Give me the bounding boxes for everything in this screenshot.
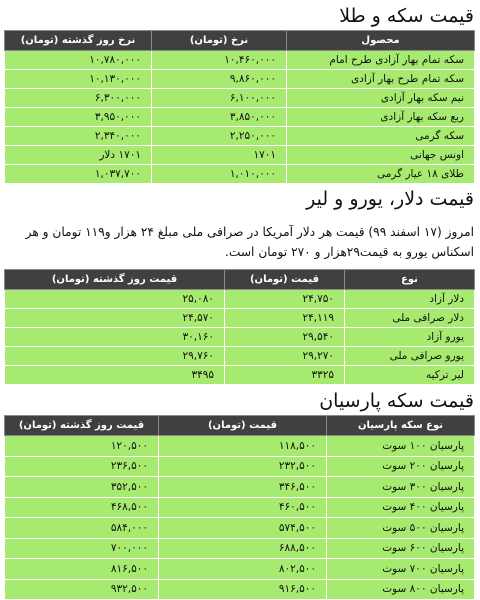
- row-label-cell: ربع سکه بهار آزادی: [287, 108, 475, 127]
- price-cell: ۱۲۰,۵۰۰: [5, 436, 159, 457]
- row-label-cell: پارسیان ۶۰۰ سوت: [327, 538, 475, 559]
- section-title-currency: قیمت دلار، یورو و لیر: [306, 188, 474, 210]
- table-row: [5, 309, 475, 328]
- price-cell: ۲۵,۰۸۰: [5, 290, 225, 309]
- price-cell: ۱۱۸,۵۰۰: [159, 436, 327, 457]
- row-label-cell: سکه گرمی: [287, 127, 475, 146]
- price-cell: ۲۹,۵۴۰: [225, 328, 345, 347]
- price-cell: ۸۱۶,۵۰۰: [5, 559, 159, 580]
- column-header: قیمت روز گذشته (تومان): [5, 416, 159, 436]
- price-cell: ۱۰,۴۶۰,۰۰۰: [152, 51, 287, 70]
- row-label-cell: پارسیان ۷۰۰ سوت: [327, 559, 475, 580]
- table-row: [5, 477, 475, 498]
- row-label-cell: پارسیان ۱۰۰ سوت: [327, 436, 475, 457]
- section-title-coin-gold: قیمت سکه و طلا: [339, 5, 474, 27]
- row-label-cell: دلار آزاد: [345, 290, 475, 309]
- price-cell: ۱,۰۳۷,۷۰۰: [5, 165, 152, 184]
- table-header-row: [5, 31, 475, 51]
- row-label-cell: یورو صرافی ملی: [345, 347, 475, 366]
- price-cell: ۱۷۰۱: [152, 146, 287, 165]
- row-label-cell: دلار صرافی ملی: [345, 309, 475, 328]
- table-row: [5, 366, 475, 385]
- row-label-cell: یورو آزاد: [345, 328, 475, 347]
- price-cell: ۲,۲۵۰,۰۰۰: [152, 127, 287, 146]
- price-cell: ۶۸۸,۵۰۰: [159, 538, 327, 559]
- price-cell: ۲۹,۷۶۰: [5, 347, 225, 366]
- table-header-row: [5, 416, 475, 436]
- table-row: [5, 538, 475, 559]
- price-cell: ۹,۸۶۰,۰۰۰: [152, 70, 287, 89]
- price-cell: ۱,۰۱۰,۰۰۰: [152, 165, 287, 184]
- price-cell: ۸۰۲,۵۰۰: [159, 559, 327, 580]
- column-header: نرخ (تومان): [152, 31, 287, 51]
- row-label-cell: سکه تمام طرح بهار آزادی: [287, 70, 475, 89]
- section-title-parsian: قیمت سکه پارسیان: [319, 390, 474, 412]
- price-cell: ۳۴۶,۵۰۰: [159, 477, 327, 498]
- row-label-cell: پارسیان ۵۰۰ سوت: [327, 518, 475, 539]
- column-header: قیمت (تومان): [159, 416, 327, 436]
- table-row: [5, 347, 475, 366]
- table-row: [5, 436, 475, 457]
- table-row: [5, 165, 475, 184]
- row-label-cell: طلای ۱۸ عیار گرمی: [287, 165, 475, 184]
- price-cell: ۴۶۸,۵۰۰: [5, 497, 159, 518]
- price-cell: ۲۴,۷۵۰: [225, 290, 345, 309]
- column-header: نوع: [345, 270, 475, 290]
- price-cell: ۹۱۶,۵۰۰: [159, 579, 327, 600]
- row-label-cell: اونس جهانی: [287, 146, 475, 165]
- row-label-cell: لیر ترکیه: [345, 366, 475, 385]
- table-row: [5, 108, 475, 127]
- price-cell: ۲۹,۲۷۰: [225, 347, 345, 366]
- table-row: [5, 497, 475, 518]
- price-cell: ۱۰,۷۸۰,۰۰۰: [5, 51, 152, 70]
- price-cell: ۲۳۲,۵۰۰: [159, 456, 327, 477]
- currency-paragraph: امروز (۱۷ اسفند ۹۹) قیمت هر دلار آمریکا در صرافی ملی مبلغ ۲۴ هزار و۱۱۹ تومان و هر اسکناس یورو به قیمت۲۹هزار و ۲۷۰ تومان است.: [25, 225, 474, 259]
- price-cell: ۴۶۰,۵۰۰: [159, 497, 327, 518]
- price-cell: ۳,۸۵۰,۰۰۰: [152, 108, 287, 127]
- price-cell: ۲۴,۱۱۹: [225, 309, 345, 328]
- table-row: [5, 89, 475, 108]
- column-header: محصول: [287, 31, 475, 51]
- column-header: قیمت (تومان): [225, 270, 345, 290]
- table-row: [5, 518, 475, 539]
- table-row: [5, 146, 475, 165]
- price-cell: ۵۸۴,۰۰۰: [5, 518, 159, 539]
- table-row: [5, 559, 475, 580]
- column-header: نرخ روز گذشته (تومان): [5, 31, 152, 51]
- price-cell: ۳۵۲,۵۰۰: [5, 477, 159, 498]
- price-cell: ۳۳۲۵: [225, 366, 345, 385]
- row-label-cell: سکه تمام بهار آزادی طرح امام: [287, 51, 475, 70]
- price-cell: ۵۷۴,۵۰۰: [159, 518, 327, 539]
- table-row: [5, 127, 475, 146]
- price-cell: ۱۷۰۱ دلار: [5, 146, 152, 165]
- table-row: [5, 456, 475, 477]
- price-cell: ۱۰,۱۳۰,۰۰۰: [5, 70, 152, 89]
- price-cell: ۷۰۰,۰۰۰: [5, 538, 159, 559]
- price-cell: ۳۴۹۵: [5, 366, 225, 385]
- table-row: [5, 328, 475, 347]
- price-cell: ۶,۱۰۰,۰۰۰: [152, 89, 287, 108]
- price-cell: ۲,۳۴۰,۰۰۰: [5, 127, 152, 146]
- price-cell: ۹۳۲,۵۰۰: [5, 579, 159, 600]
- row-label-cell: نیم سکه بهار آزادی: [287, 89, 475, 108]
- table-row: [5, 290, 475, 309]
- row-label-cell: پارسیان ۲۰۰ سوت: [327, 456, 475, 477]
- coin-gold-table: [4, 30, 475, 184]
- parsian-table: [4, 415, 475, 600]
- row-label-cell: پارسیان ۳۰۰ سوت: [327, 477, 475, 498]
- price-cell: ۳۰,۱۶۰: [5, 328, 225, 347]
- currency-table: [4, 269, 475, 385]
- price-cell: ۲۳۶,۵۰۰: [5, 456, 159, 477]
- table-header-row: [5, 270, 475, 290]
- column-header: نوع سکه پارسیان: [327, 416, 475, 436]
- price-cell: ۲۴,۵۷۰: [5, 309, 225, 328]
- table-row: [5, 579, 475, 600]
- row-label-cell: پارسیان ۸۰۰ سوت: [327, 579, 475, 600]
- row-label-cell: پارسیان ۴۰۰ سوت: [327, 497, 475, 518]
- column-header: قیمت روز گذشته (تومان): [5, 270, 225, 290]
- price-cell: ۳,۹۵۰,۰۰۰: [5, 108, 152, 127]
- table-row: [5, 70, 475, 89]
- table-row: [5, 51, 475, 70]
- price-cell: ۶,۳۰۰,۰۰۰: [5, 89, 152, 108]
